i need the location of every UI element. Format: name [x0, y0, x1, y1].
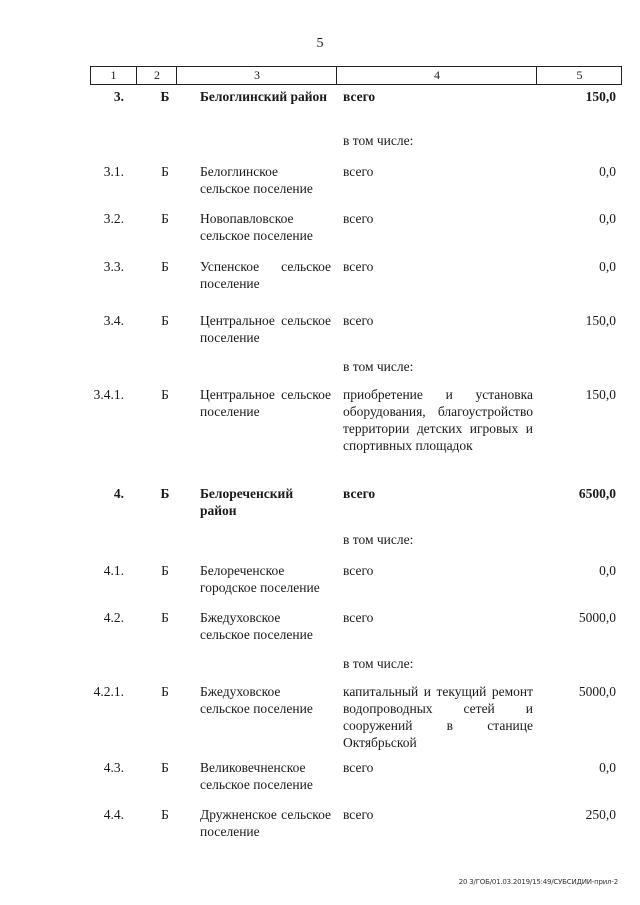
row-code: 3.	[113, 89, 124, 104]
row-type: Б	[160, 89, 170, 104]
row-desc: всего	[343, 610, 374, 625]
row-code: 3.3.	[103, 259, 124, 274]
row-value: 150,0	[585, 387, 616, 402]
row-value: 0,0	[599, 259, 616, 274]
row-desc: всего	[343, 313, 374, 328]
row-type: Б	[161, 387, 169, 402]
row-type: Б	[161, 563, 169, 578]
row-type: Б	[161, 259, 169, 274]
row-type: Б	[161, 211, 169, 226]
row-type: Б	[161, 807, 169, 822]
table-header	[90, 66, 622, 85]
row-name: Великовечненское сельское поселение	[200, 760, 313, 792]
header-col-4: 4	[336, 67, 537, 84]
row-desc: всего	[343, 211, 374, 226]
row-desc: всего	[343, 760, 374, 775]
row-name: Успенское сельское поселение	[200, 259, 331, 291]
row-type: Б	[161, 164, 169, 179]
row-value: 150,0	[585, 313, 616, 328]
row-name: Центральное сельское поселение	[200, 387, 331, 419]
row-desc: в том числе:	[343, 359, 414, 374]
row-value: 0,0	[599, 164, 616, 179]
row-code: 4.1.	[103, 563, 124, 578]
row-type: Б	[161, 760, 169, 775]
row-name: Бжедуховское сельское поселение	[200, 610, 313, 642]
row-code: 4.3.	[103, 760, 124, 775]
row-desc: приобретение и установка оборудования, благоустройство территории детских игровых и спортивных площадок	[343, 387, 533, 453]
row-desc: в том числе:	[343, 656, 414, 671]
row-value: 6500,0	[578, 486, 616, 501]
row-name: Белоглинский район	[200, 89, 328, 104]
row-name: Центральное сельское поселение	[200, 313, 331, 345]
row-name: Новопавловское сельское поселение	[200, 211, 313, 243]
row-type: Б	[161, 610, 169, 625]
row-code: 3.1.	[103, 164, 124, 179]
row-value: 5000,0	[578, 684, 616, 699]
row-code: 3.2.	[103, 211, 124, 226]
header-col-5: 5	[536, 67, 622, 84]
row-desc: в том числе:	[343, 532, 414, 547]
row-name: Белореченский район	[200, 486, 294, 518]
row-value: 0,0	[599, 211, 616, 226]
row-value: 150,0	[585, 89, 616, 104]
row-name: Дружненское сельское поселение	[200, 807, 331, 839]
row-desc: всего	[343, 807, 374, 822]
header-col-2: 2	[136, 67, 177, 84]
row-value: 250,0	[585, 807, 616, 822]
row-type: Б	[161, 313, 169, 328]
header-col-1: 1	[110, 68, 117, 82]
row-code: 3.4.1.	[93, 387, 124, 402]
row-desc: всего	[343, 563, 374, 578]
page-number: 5	[316, 36, 324, 51]
row-code: 4.2.1.	[93, 684, 124, 699]
row-name: Белоглинское сельское поселение	[200, 164, 313, 196]
row-code: 3.4.	[103, 313, 124, 328]
row-code: 4.	[113, 486, 124, 501]
row-desc: всего	[343, 164, 374, 179]
row-desc: капитальный и текущий ремонт водопроводных сетей и сооружений в станице Октябрьской	[343, 684, 533, 750]
header-col-3: 3	[176, 67, 337, 84]
row-type: Б	[161, 684, 169, 699]
row-name: Белореченское городское поселение	[200, 563, 320, 595]
row-desc: всего	[343, 259, 374, 274]
row-value: 5000,0	[578, 610, 616, 625]
row-type: Б	[160, 486, 170, 501]
row-desc: в том числе:	[343, 133, 414, 148]
row-value: 0,0	[599, 760, 616, 775]
row-code: 4.2.	[103, 610, 124, 625]
row-code: 4.4.	[103, 807, 124, 822]
row-desc: всего	[343, 89, 376, 104]
row-desc: всего	[343, 486, 376, 501]
row-name: Бжедуховское сельское поселение	[200, 684, 313, 716]
document-footer-stamp: 20 3/ГОБ/01.03.2019/15:49/СУБСИДИИ-прил-2	[458, 878, 618, 886]
row-value: 0,0	[599, 563, 616, 578]
